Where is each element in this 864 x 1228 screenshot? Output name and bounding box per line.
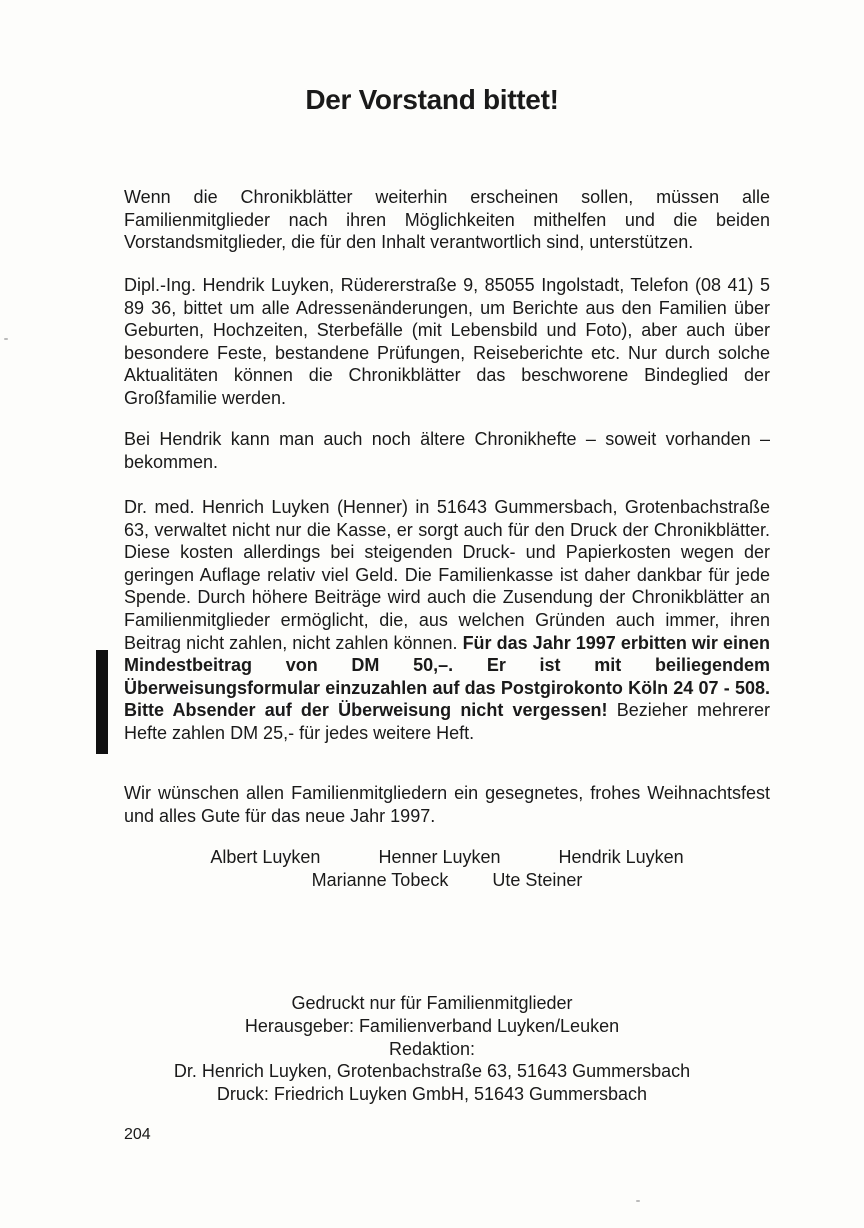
paragraph-intro: Wenn die Chronikblätter weiterhin erscheinen sollen, müssen alle Familienmitglieder nach ihren Möglichkeiten mithelfen und die beiden Vorstandsmitglieder, die für den Inhalt verantwortlich sind, unterstützen. [124, 187, 770, 253]
imprint-block [0, 992, 864, 1106]
treasury-text: Dr. med. Henrich Luyken (Henner) in 51643 Gummersbach, Grotenbachstraße 63, verwaltet nicht nur die Kasse, er sorgt auch für den Druck der Chronikblätter. Diese kosten allerdings bei steigenden Druck- und Papierkosten wegen der geringen Auflage relativ viel Geld. Die Familienkasse ist daher dankbar für jede Spende. Durch höhere Beiträge wird auch die Zusendung der Chronikblätter an Familienmitglieder ermöglicht, die, aus welchen Gründen auch immer, ihren Beitrag nicht zahlen, nicht zahlen können. [124, 497, 770, 653]
signature-name: Hendrik Luyken [558, 847, 684, 867]
imprint-editorial-label: Redaktion: [388, 1038, 476, 1059]
imprint-line: Gedruckt nur für Familienmitglieder [291, 993, 573, 1013]
page-title: Der Vorstand bittet! [305, 84, 559, 115]
paragraph-old-issues: Bei Hendrik kann man auch noch ältere Chronikhefte – soweit vorhanden – bekommen. [124, 429, 770, 472]
imprint-editor-address: Dr. Henrich Luyken, Grotenbachstraße 63, 51643 Gummersbach [173, 1061, 691, 1082]
signature-name: Henner Luyken [378, 847, 501, 867]
paragraph-hendrik-contact: Dipl.-Ing. Hendrik Luyken, Rüdererstraße 9, 85055 Ingolstadt, Telefon (08 41) 5 89 36, bittet um alle Adressenänderungen, um Berichte aus den Familien über Geburten, Hochzeiten, Sterbefälle (mit Lebensbild und Foto), aber auch über besondere Feste, bestandene Prüfungen, Reiseberichte etc. Nur durch solche Aktualitäten können die Chronikblätter das beschworene Bindeglied der Großfamilie werden. [124, 275, 770, 408]
signature-name: Marianne Tobeck [311, 869, 449, 890]
signature-block [124, 846, 770, 891]
additional-copies-text: Bezieher mehrerer Hefte zahlen DM 25,- für jedes weitere Heft. [124, 700, 770, 743]
scan-speck [636, 1200, 640, 1202]
paragraph-treasury [124, 496, 770, 745]
imprint-publisher: Herausgeber: Familienverband Luyken/Leuken [244, 1015, 620, 1036]
signature-name: Albert Luyken [210, 847, 321, 867]
payment-request-bold: Für das Jahr 1997 erbitten wir einen Mindestbeitrag von DM 50,–. Er ist mit beiliegendem Überweisungsformular einzuzahlen auf das Postgirokonto Köln 24 07 - 508. Bitte Absender auf der Überweisung nicht vergessen! [124, 632, 770, 721]
scan-speck [4, 338, 8, 340]
signature-row [124, 846, 770, 869]
page-number: 204 [124, 1126, 151, 1143]
signature-name: Ute Steiner [492, 869, 583, 890]
imprint-printer: Druck: Friedrich Luyken GmbH, 51643 Gummersbach [216, 1084, 648, 1105]
paragraph-christmas-wishes: Wir wünschen allen Familienmitgliedern ein gesegnetes, frohes Weihnachtsfest und alles Gute für das neue Jahr 1997. [124, 783, 770, 826]
signature-row [124, 869, 770, 892]
margin-marker-bar [96, 650, 108, 754]
